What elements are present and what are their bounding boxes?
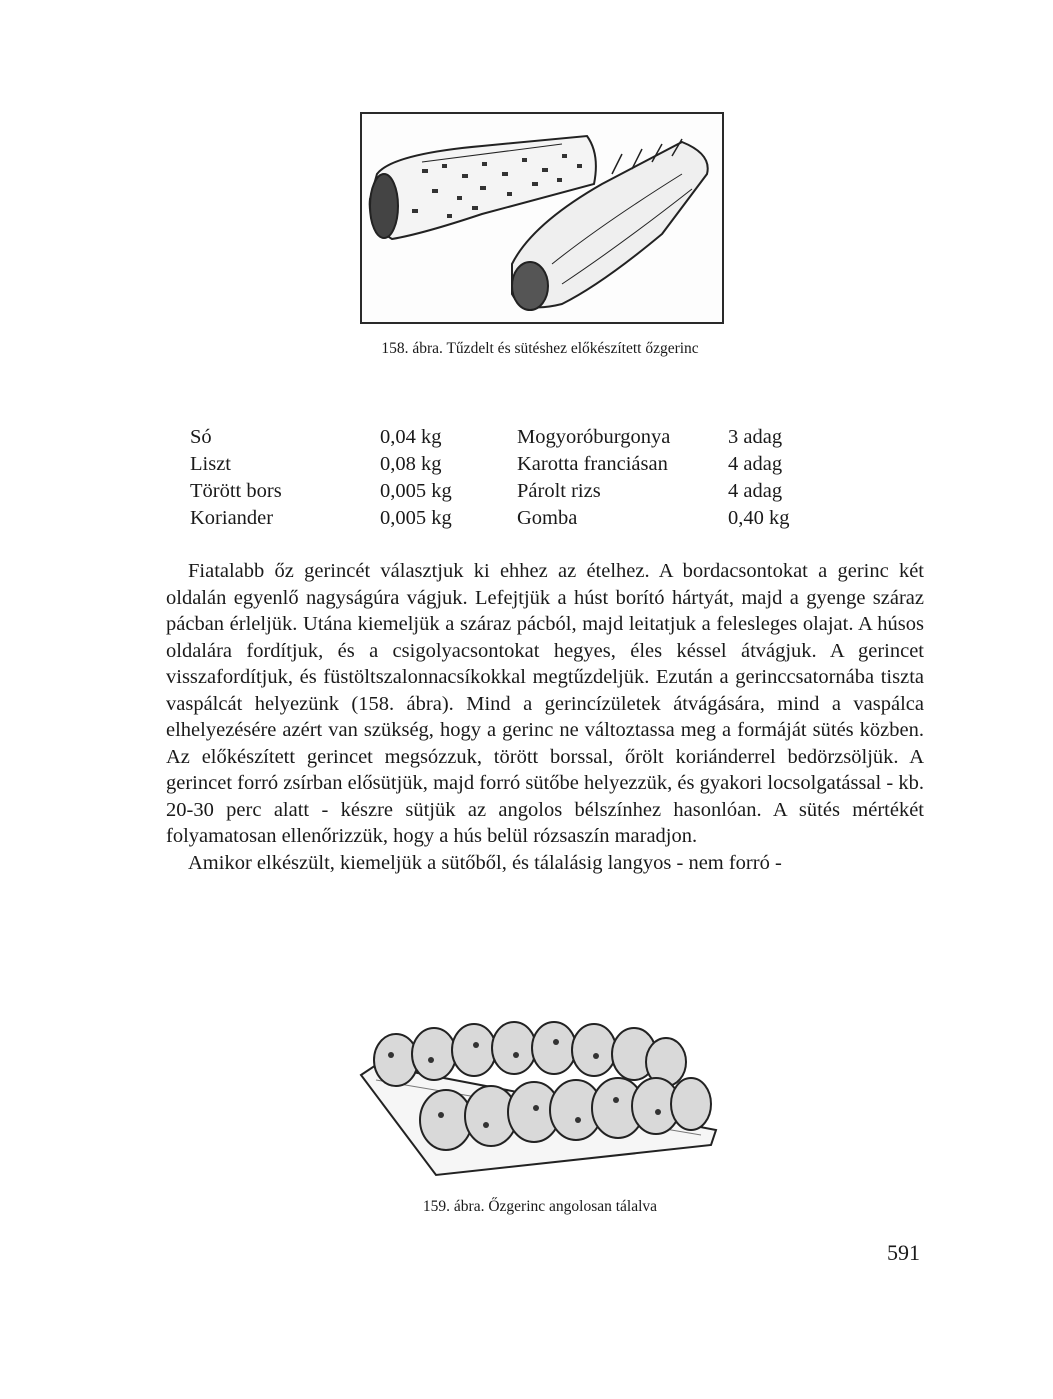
ingredient-qty: 0,04 kg <box>380 426 442 448</box>
ingredient-name: Törött bors <box>190 480 282 502</box>
table-row <box>190 424 808 451</box>
figure-159-illustration <box>356 1020 726 1180</box>
ingredient-qty: 0,005 kg <box>380 507 452 529</box>
ingredient-name: Só <box>190 426 212 448</box>
page-number: 591 <box>887 1240 920 1265</box>
paragraph: Fiatalabb őz gerincét választjuk ki ehhez az ételhez. A bordacsontokat a gerinc két oldalán egyenlő nagyságúra vágjuk. Lefejtjük a húst borító hártyát, majd a gyenge száraz pácban érleljük. Utána kiemeljük a száraz pácból, majd leitatjuk a felesleges olajat. A húsos oldalára fordítjuk, és a csigolyacsontokat hegyes, éles késsel átvágjuk. A gerincet visszafordítjuk, és füstöltszalonnacsíkokkal megtűzdeljük. Ezután a gerinccsatornába tiszta vaspálcát helyezünk (158. ábra). Mind a gerincízületek átvágására, mind a vaspálca elhelyezésére azért van szükség, hogy a gerinc ne változtassa meg a formáját sütés közben. Az előkészített gerincet megsózzuk, törött borssal, őrölt koriánderrel bedörzsöljük. A gerincet forró zsírban elősütjük, majd forró sütőbe helyezzük, és gyakori locsolgatással - kb. 20-30 perc alatt - készre sütjük az angolos bélszínhez hasonlóan. A sütés mértékét folyamatosan ellenőrizzük, hogy a hús belül rózsaszín maradjon. <box>166 560 924 847</box>
ingredient-qty: 0,08 kg <box>380 453 442 475</box>
ingredient-name: Karotta franciásan <box>517 453 668 475</box>
ingredient-qty: 4 adag <box>728 480 783 502</box>
table-row <box>190 505 808 532</box>
ingredient-qty: 3 adag <box>728 426 783 448</box>
table-row <box>190 478 808 505</box>
paragraph: Amikor elkészült, kiemeljük a sütőből, és tálalásig langyos - nem forró - <box>188 851 782 874</box>
ingredients-table <box>190 424 808 532</box>
ingredient-name: Párolt rizs <box>517 480 601 502</box>
figure-159-caption: 159. ábra. Őzgerinc angolosan tálalva <box>422 1198 658 1215</box>
ingredient-qty: 0,40 kg <box>728 507 790 529</box>
ingredient-name: Gomba <box>517 507 578 529</box>
ingredient-name: Koriander <box>190 507 274 529</box>
larded-saddle-drawing <box>362 114 722 322</box>
ingredient-qty: 4 adag <box>728 453 783 475</box>
figure-158-illustration <box>360 112 724 324</box>
figure-158-caption: 158. ábra. Tűzdelt és sütéshez előkészített őzgerinc <box>381 340 699 357</box>
recipe-text <box>166 558 924 876</box>
ingredient-name: Liszt <box>190 453 231 475</box>
plated-saddle-drawing <box>356 1020 726 1180</box>
table-row <box>190 451 808 478</box>
ingredient-qty: 0,005 kg <box>380 480 452 502</box>
ingredient-name: Mogyoróburgonya <box>517 426 671 448</box>
